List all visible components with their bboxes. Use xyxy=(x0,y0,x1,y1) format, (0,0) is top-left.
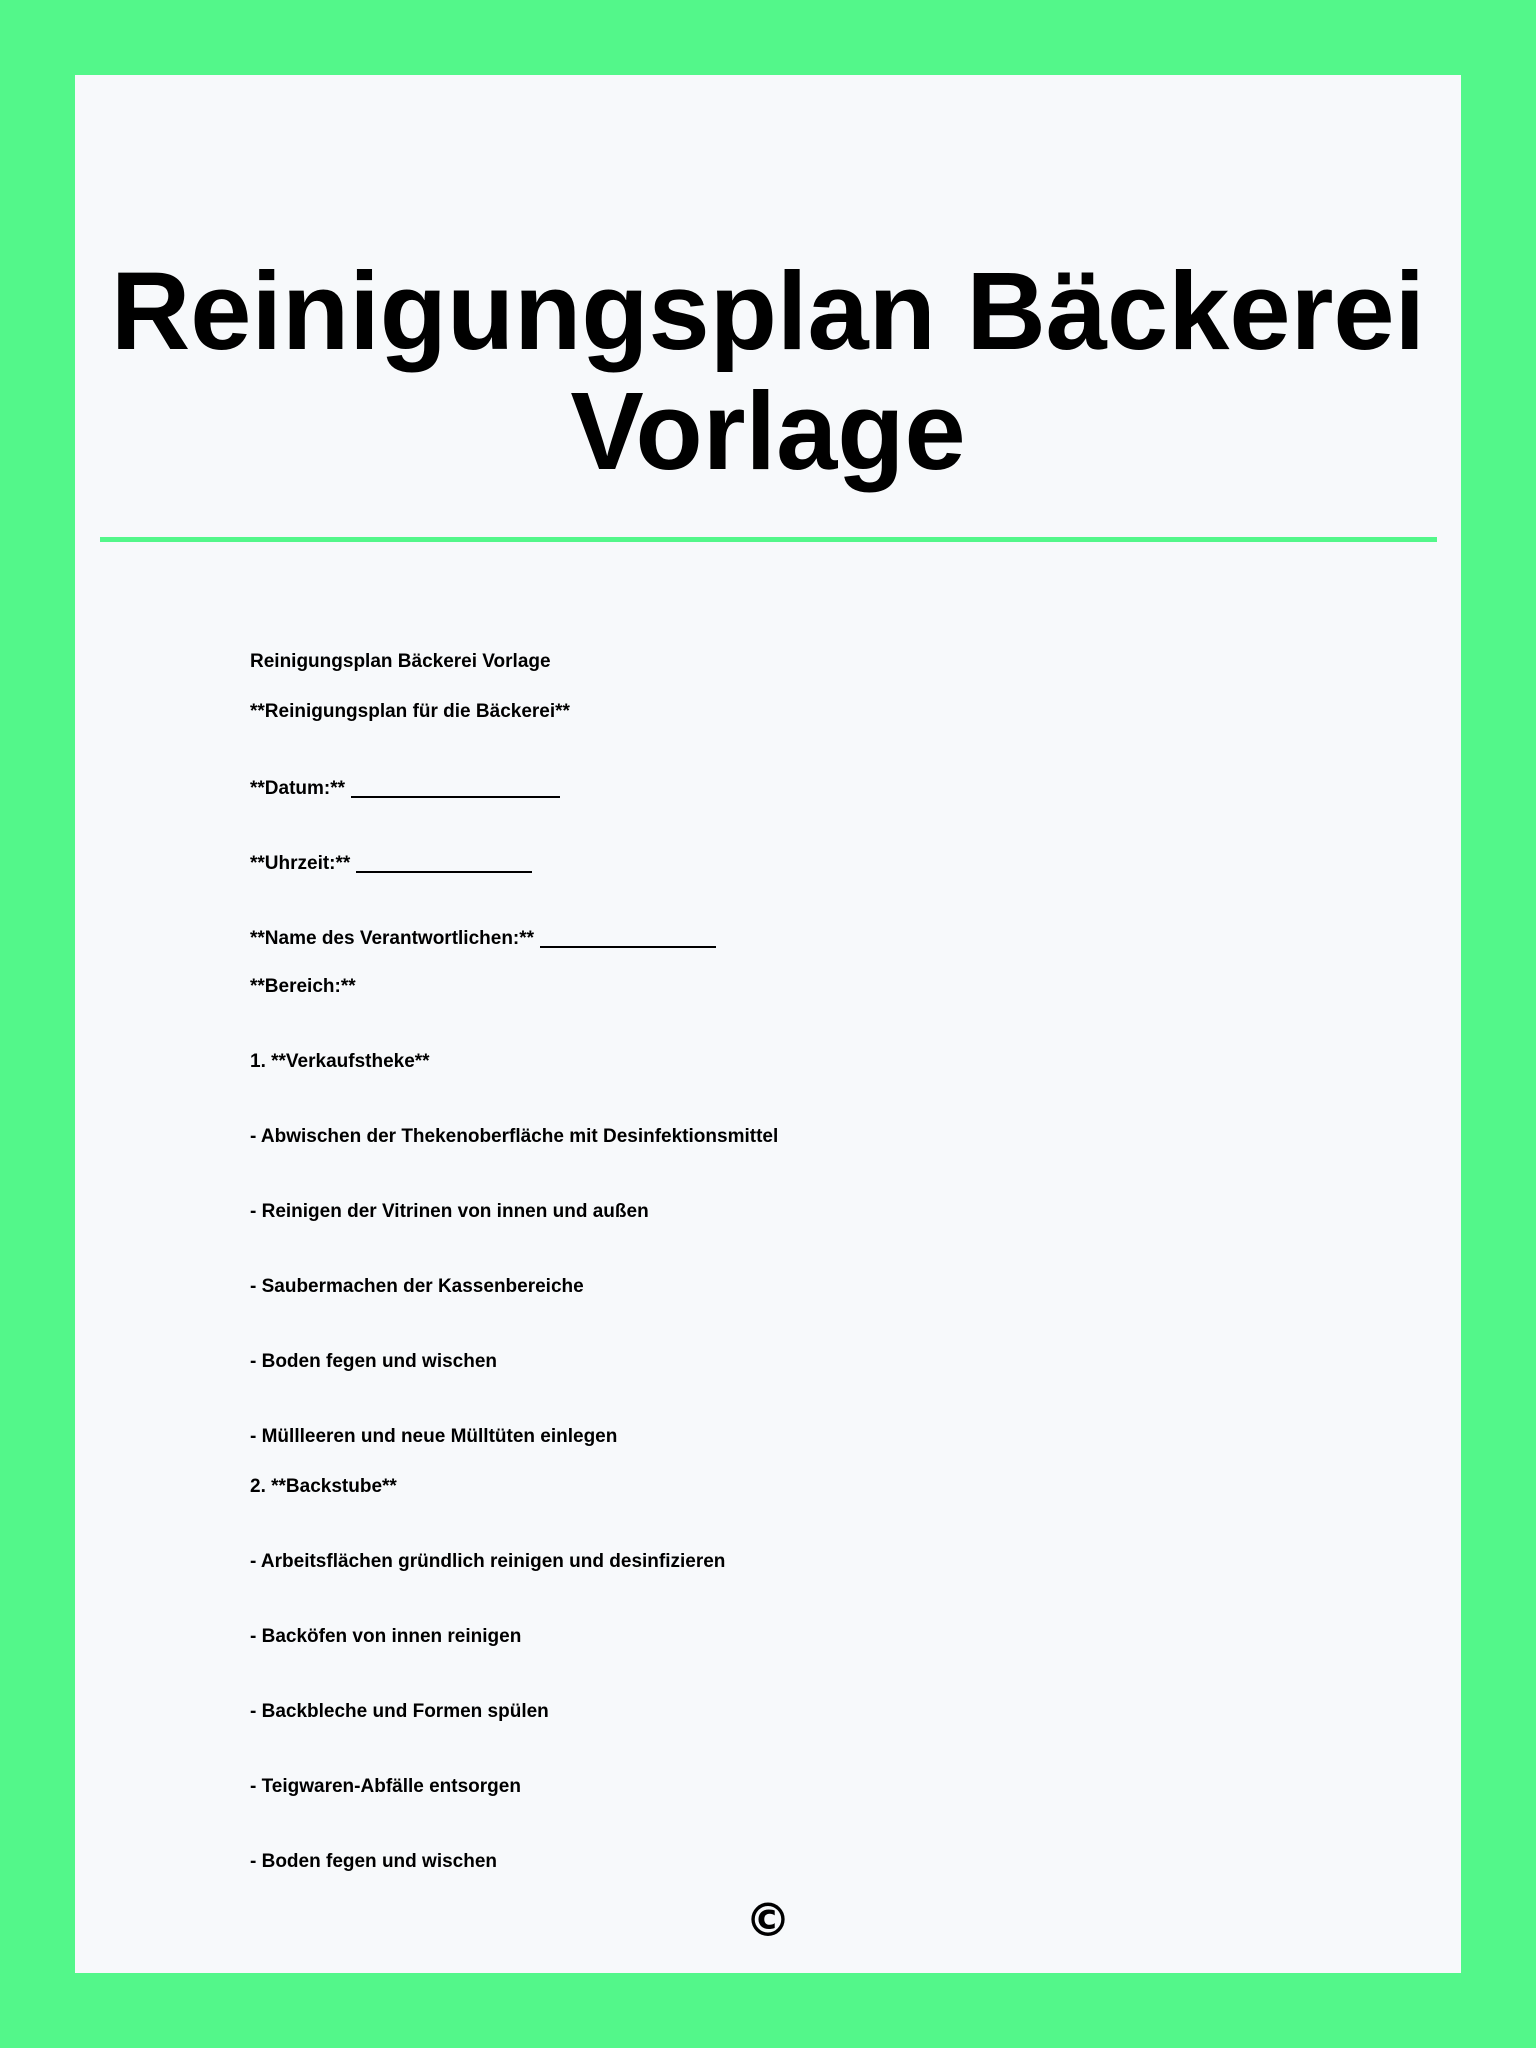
section-heading-2: 2. **Backstube** xyxy=(250,1476,397,1497)
responsible-blank-line xyxy=(540,926,716,948)
copyright-icon: © xyxy=(745,1893,791,1947)
date-label: **Datum:** xyxy=(250,778,346,799)
list-item: - Backöfen von innen reinigen xyxy=(250,1626,522,1647)
area-heading: **Bereich:** xyxy=(250,976,356,997)
list-item: - Boden fegen und wischen xyxy=(250,1351,498,1372)
date-blank-line xyxy=(351,776,560,798)
list-item: - Teigwaren-Abfälle entsorgen xyxy=(250,1776,521,1797)
list-item: - Saubermachen der Kassenbereiche xyxy=(250,1276,584,1297)
title-line-1: Reinigungsplan Bäckerei xyxy=(110,250,1426,373)
responsible-label: **Name des Verantwortlichen:** xyxy=(250,928,535,949)
document-title xyxy=(75,252,1461,492)
date-field xyxy=(250,776,560,800)
document-page xyxy=(75,75,1461,1973)
time-label: **Uhrzeit:** xyxy=(250,853,351,874)
list-item: - Arbeitsflächen gründlich reinigen und desinfizieren xyxy=(250,1551,726,1572)
responsible-field xyxy=(250,926,716,950)
title-divider xyxy=(100,537,1437,542)
list-item: - Reinigen der Vitrinen von innen und außen xyxy=(250,1201,649,1222)
list-item: - Backbleche und Formen spülen xyxy=(250,1701,549,1722)
list-item: - Boden fegen und wischen xyxy=(250,1851,498,1872)
body-heading: Reinigungsplan Bäckerei Vorlage xyxy=(250,651,551,672)
title-line-2: Vorlage xyxy=(570,370,966,493)
time-field xyxy=(250,851,532,875)
list-item: - Müllleeren und neue Mülltüten einlegen xyxy=(250,1426,618,1447)
list-item: - Abwischen der Thekenoberfläche mit Desinfektionsmittel xyxy=(250,1126,779,1147)
time-blank-line xyxy=(356,851,532,873)
section-heading-1: 1. **Verkaufstheke** xyxy=(250,1051,430,1072)
plan-heading: **Reinigungsplan für die Bäckerei** xyxy=(250,701,570,722)
